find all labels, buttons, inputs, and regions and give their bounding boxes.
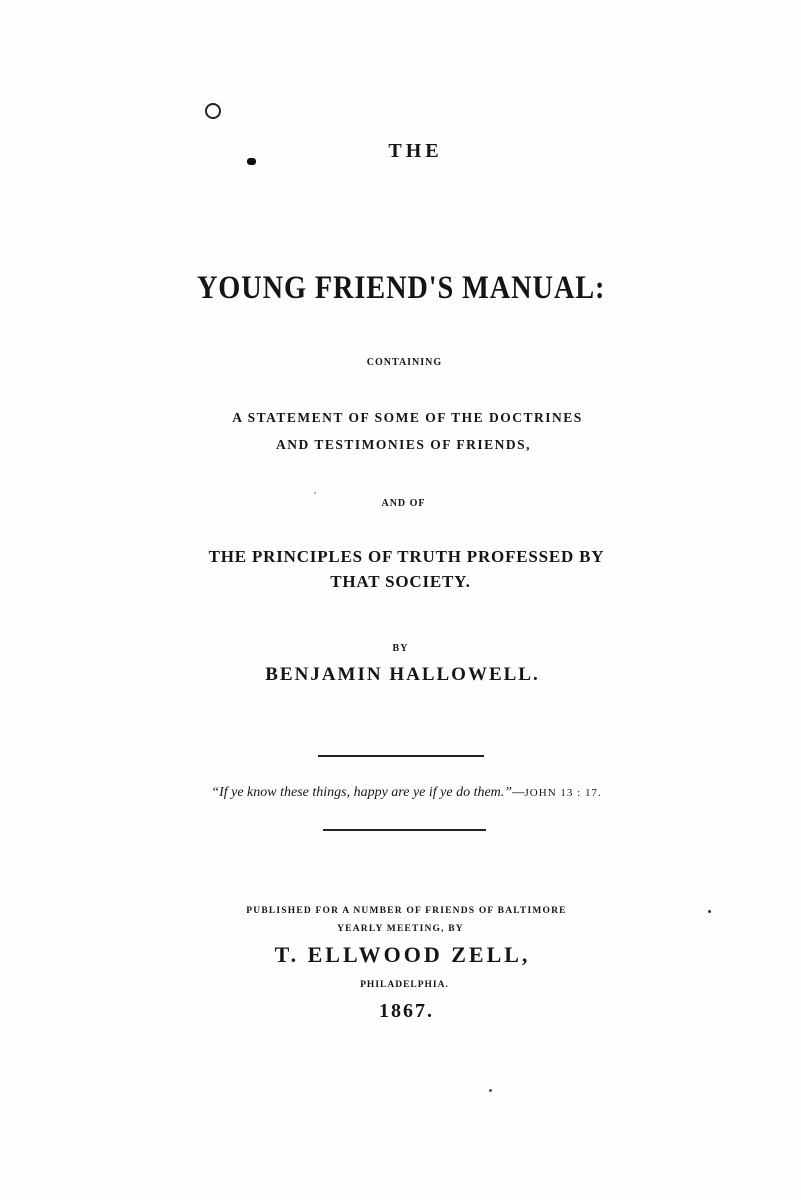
publication-city: PHILADELPHIA. <box>360 980 449 990</box>
imprint-line-1: PUBLISHED FOR A NUMBER OF FRIENDS OF BALTIMORE <box>246 906 567 916</box>
by-label: BY <box>392 643 409 654</box>
publisher-name: T. ELLWOOD ZELL, <box>274 942 531 967</box>
author-name: BENJAMIN HALLOWELL. <box>265 664 540 685</box>
publication-year: 1867. <box>379 1000 434 1022</box>
subtitle-line-2: AND TESTIMONIES OF FRIENDS, <box>275 437 532 452</box>
subtitle-line-3: THE PRINCIPLES OF TRUTH PROFESSED BY <box>208 547 605 566</box>
divider-rule-top <box>318 755 484 757</box>
book-title: YOUNG FRIEND'S MANUAL: <box>196 270 606 306</box>
divider-rule-bottom <box>323 829 486 831</box>
library-stamp-mark <box>205 103 221 119</box>
epigraph-text: “If ye know these things, happy are ye if ye do them.”— <box>211 785 525 800</box>
subtitle-line-4: THAT SOCIETY. <box>330 572 471 591</box>
epigraph-reference: JOHN 13 : 17. <box>524 787 602 799</box>
subtitle-line-1: A STATEMENT OF SOME OF THE DOCTRINES <box>232 410 583 425</box>
paper-speck <box>314 492 316 494</box>
title-article: THE <box>388 140 443 162</box>
imprint-line-2: YEARLY MEETING, BY <box>337 924 464 934</box>
epigraph <box>6 785 801 801</box>
paper-speck <box>489 1089 492 1092</box>
and-of-label: AND OF <box>381 498 426 509</box>
containing-label: CONTAINING <box>366 357 443 368</box>
